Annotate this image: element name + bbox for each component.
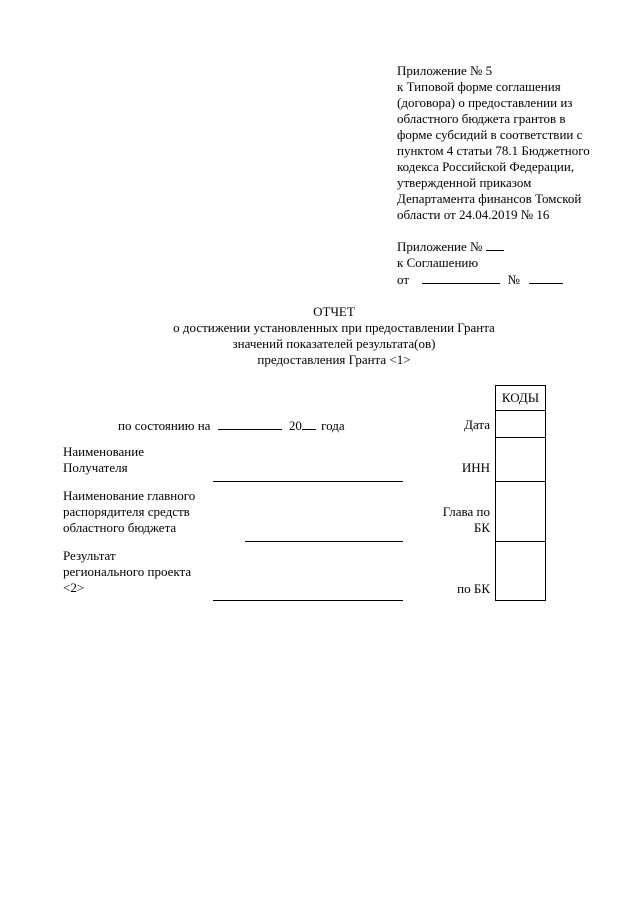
status-suffix: года [321,418,345,433]
appendix-line: кодекса Российской Федерации, [397,159,575,174]
agreement-no-field[interactable] [529,271,563,284]
status-prefix: по состоянию на [118,418,211,433]
report-title [120,304,548,368]
agreement-number-field[interactable] [486,238,504,251]
appendix-header [397,63,627,223]
result-label [63,548,191,596]
codes-header: КОДЫ [495,385,546,411]
bk-label: по БК [457,581,490,596]
inn-code-cell[interactable] [495,437,546,482]
status-date-field[interactable] [218,417,282,430]
appendix-line: к Типовой форме соглашения [397,79,561,94]
distributor-label-line: Наименование главного [63,488,196,503]
date-code-cell[interactable] [495,410,546,438]
recipient-label-line: Наименование [63,444,144,459]
appendix-line: области от 24.04.2019 № 16 [397,207,550,222]
report-title-line: предоставления Гранта <1> [257,352,411,367]
agreement-reference [397,238,627,288]
agreement-date-line [397,271,627,288]
bk-head-label-line: Глава по [442,504,490,519]
agreement-to-label: к Соглашению [397,255,479,270]
appendix-line: пунктом 4 статьи 78.1 Бюджетного [397,143,590,158]
report-title-line: о достижении установленных при предоставлении Гранта [173,320,495,335]
inn-label: ИНН [461,460,490,475]
agreement-number-label: Приложение № [397,239,483,254]
recipient-label [63,444,144,476]
result-label-line: <2> [63,580,85,595]
status-year-field[interactable] [302,417,316,430]
recipient-label-line: Получателя [63,460,128,475]
status-year-prefix: 20 [288,418,302,433]
distributor-label-line: областного бюджета [63,520,177,535]
distributor-field[interactable] [245,541,403,542]
recipient-field[interactable] [213,481,403,482]
result-label-line: регионального проекта [63,564,192,579]
agreement-from-label: от [397,272,410,287]
report-title-main: ОТЧЕТ [313,304,355,319]
result-field[interactable] [213,600,403,601]
date-label: Дата [464,417,490,432]
agreement-number-line [397,238,627,255]
appendix-line: Департамента финансов Томской [397,191,582,206]
report-title-line: значений показателей результата(ов) [232,336,436,351]
appendix-line: областного бюджета грантов в [397,111,566,126]
status-line [118,417,345,434]
bk-head-label-line: БК [473,520,490,535]
result-label-line: Результат [63,548,116,563]
appendix-line: Приложение № 5 [397,63,493,78]
distributor-label [63,488,195,536]
bk-head-code-cell[interactable] [495,481,546,542]
distributor-label-line: распорядителя средств [63,504,190,519]
bk-head-label [443,504,490,536]
agreement-date-field[interactable] [422,271,500,284]
bk-code-cell[interactable] [495,541,546,601]
appendix-line: (договора) о предоставлении из [397,95,573,110]
appendix-line: форме субсидий в соответствии с [397,127,583,142]
appendix-line: утвержденной приказом [397,175,532,190]
agreement-no-label: № [507,272,520,287]
